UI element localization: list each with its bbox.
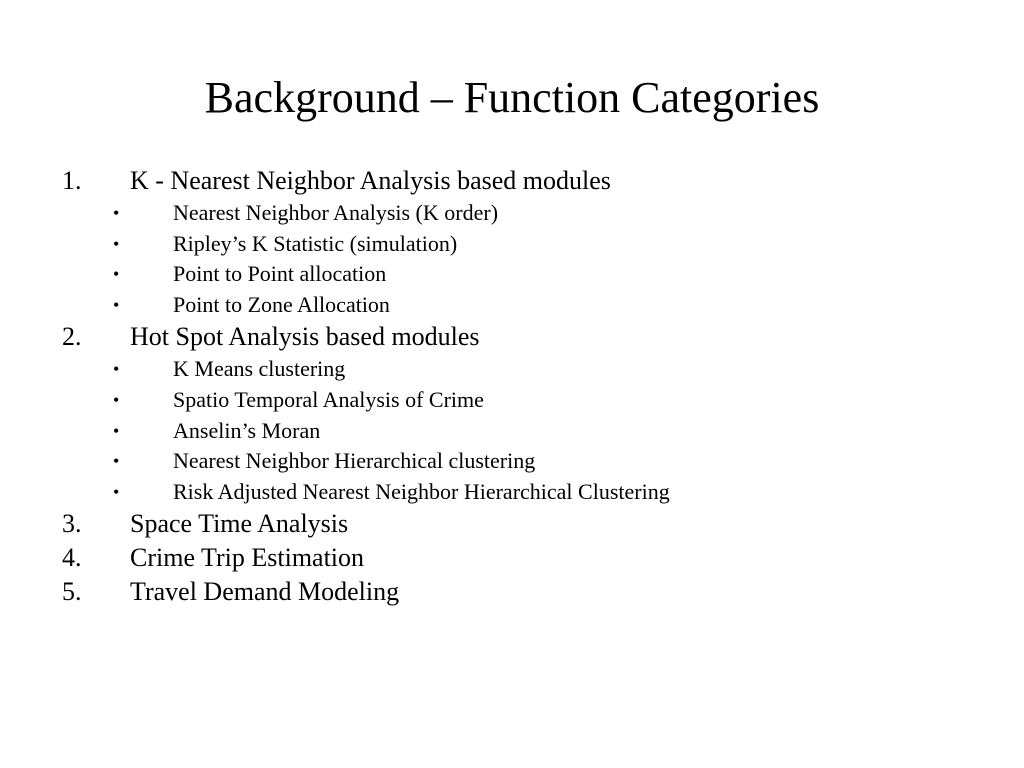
subitem-label: K Means clustering [173, 356, 346, 382]
subitem [0, 385, 1024, 416]
subitem-label: Nearest Neighbor Hierarchical clustering [173, 448, 536, 474]
subitem-label: Point to Zone Allocation [173, 291, 390, 317]
subitem [0, 198, 1024, 229]
subitem [0, 477, 1024, 508]
category-item [0, 320, 1024, 354]
category-item [0, 575, 1024, 609]
subitem-label: Anselin’s Moran [173, 417, 321, 443]
category-item [0, 164, 1024, 198]
bullet-icon: • [113, 481, 120, 502]
subitem-label: Ripley’s K Statistic (simulation) [173, 230, 458, 256]
bullet-icon: • [113, 451, 120, 472]
category-label: Space Time Analysis [130, 509, 349, 539]
subitem [0, 229, 1024, 260]
subitem [0, 446, 1024, 477]
bullet-icon: • [113, 233, 120, 254]
slide-title: Background – Function Categories [204, 73, 820, 122]
category-label: Crime Trip Estimation [130, 543, 365, 573]
subitem-label: Point to Point allocation [173, 261, 387, 287]
category-number: 3. [62, 509, 82, 539]
bullet-icon: • [113, 389, 120, 410]
category-item [0, 541, 1024, 575]
subitem [0, 416, 1024, 447]
subitem-label: Spatio Temporal Analysis of Crime [173, 386, 484, 412]
subitem [0, 354, 1024, 385]
bullet-icon: • [113, 420, 120, 441]
category-number: 1. [62, 166, 82, 195]
subitem [0, 290, 1024, 321]
category-label: Hot Spot Analysis based modules [130, 322, 480, 352]
category-list [0, 164, 1024, 609]
category-item [0, 507, 1024, 541]
bullet-icon: • [113, 264, 120, 285]
category-number: 5. [62, 577, 82, 607]
bullet-icon: • [113, 359, 120, 380]
category-label: Travel Demand Modeling [130, 577, 400, 607]
bullet-icon: • [113, 294, 120, 315]
category-number: 4. [62, 543, 82, 573]
bullet-icon: • [113, 203, 120, 223]
category-label: K - Nearest Neighbor Analysis based modules [130, 166, 611, 195]
subitem-label: Nearest Neighbor Analysis (K order) [173, 200, 499, 225]
category-number: 2. [62, 322, 82, 352]
subitem [0, 259, 1024, 290]
subitem-label: Risk Adjusted Nearest Neighbor Hierarchical Clustering [173, 478, 670, 504]
